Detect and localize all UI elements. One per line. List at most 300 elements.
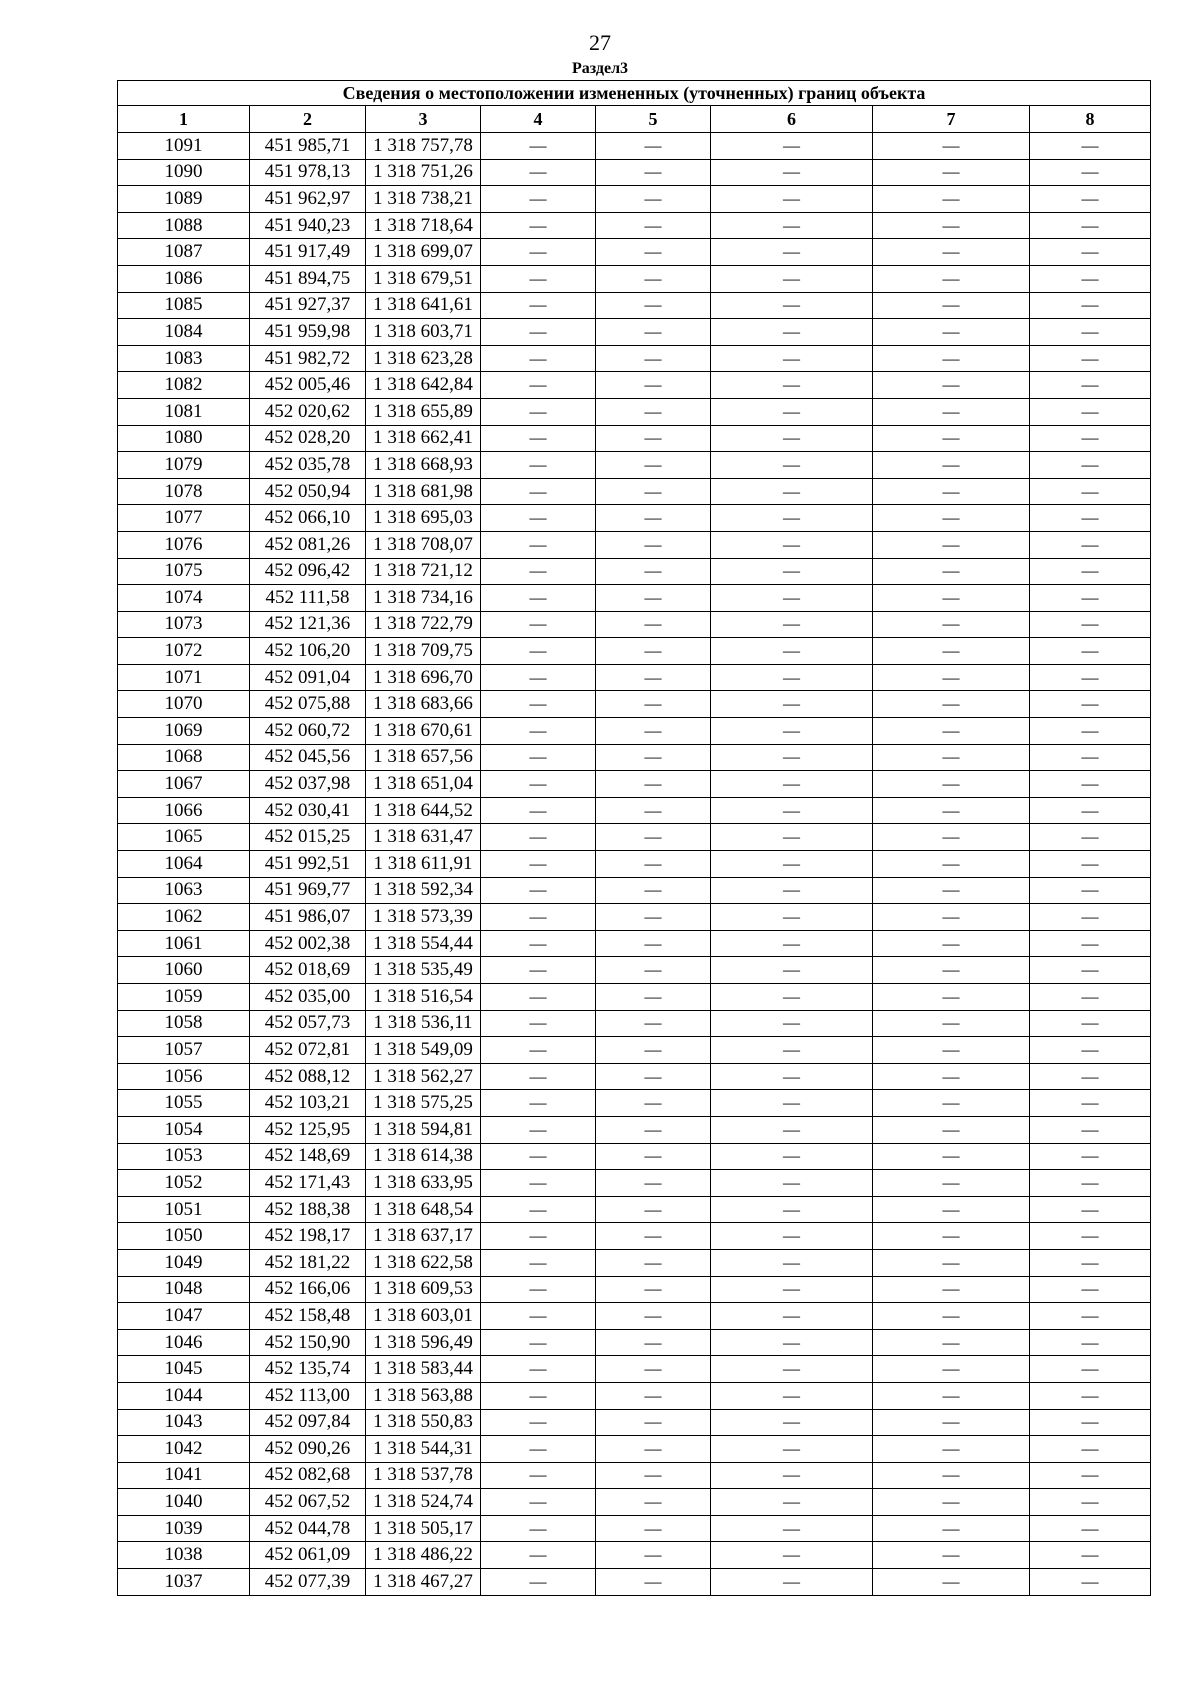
empty-value-cell: —	[596, 1303, 711, 1330]
point-number-cell: 1090	[118, 159, 250, 186]
empty-value-cell: —	[481, 1409, 596, 1436]
empty-value-cell: —	[596, 904, 711, 931]
y-coordinate-cell: 1 318 614,38	[366, 1143, 481, 1170]
empty-value-cell: —	[481, 1436, 596, 1463]
table-row	[118, 824, 1151, 851]
point-number-cell: 1086	[118, 265, 250, 292]
table-title-row	[118, 81, 1151, 106]
table-title: Сведения о местоположении измененных (уточненных) границ объекта	[118, 81, 1151, 106]
empty-value-cell: —	[873, 1249, 1030, 1276]
empty-value-cell: —	[481, 239, 596, 266]
y-coordinate-cell: 1 318 622,58	[366, 1249, 481, 1276]
empty-value-cell: —	[873, 531, 1030, 558]
x-coordinate-cell: 452 057,73	[250, 1010, 366, 1037]
y-coordinate-cell: 1 318 524,74	[366, 1489, 481, 1516]
empty-value-cell: —	[711, 239, 873, 266]
empty-value-cell: —	[596, 851, 711, 878]
empty-value-cell: —	[596, 930, 711, 957]
empty-value-cell: —	[481, 1303, 596, 1330]
empty-value-cell: —	[1030, 851, 1151, 878]
empty-value-cell: —	[711, 452, 873, 479]
table-row	[118, 851, 1151, 878]
x-coordinate-cell: 452 111,58	[250, 585, 366, 612]
x-coordinate-cell: 452 091,04	[250, 664, 366, 691]
point-number-cell: 1078	[118, 478, 250, 505]
table-row	[118, 744, 1151, 771]
empty-value-cell: —	[481, 1515, 596, 1542]
empty-value-cell: —	[873, 1462, 1030, 1489]
empty-value-cell: —	[481, 664, 596, 691]
y-coordinate-cell: 1 318 583,44	[366, 1356, 481, 1383]
point-number-cell: 1091	[118, 133, 250, 160]
x-coordinate-cell: 452 150,90	[250, 1329, 366, 1356]
y-coordinate-cell: 1 318 623,28	[366, 345, 481, 372]
empty-value-cell: —	[873, 1436, 1030, 1463]
x-coordinate-cell: 452 082,68	[250, 1462, 366, 1489]
x-coordinate-cell: 452 020,62	[250, 398, 366, 425]
empty-value-cell: —	[481, 265, 596, 292]
empty-value-cell: —	[1030, 771, 1151, 798]
empty-value-cell: —	[711, 531, 873, 558]
empty-value-cell: —	[873, 664, 1030, 691]
empty-value-cell: —	[481, 1276, 596, 1303]
empty-value-cell: —	[1030, 345, 1151, 372]
empty-value-cell: —	[873, 1170, 1030, 1197]
y-coordinate-cell: 1 318 683,66	[366, 691, 481, 718]
table-row	[118, 531, 1151, 558]
empty-value-cell: —	[711, 319, 873, 346]
point-number-cell: 1044	[118, 1382, 250, 1409]
empty-value-cell: —	[711, 345, 873, 372]
empty-value-cell: —	[481, 478, 596, 505]
empty-value-cell: —	[481, 1170, 596, 1197]
y-coordinate-cell: 1 318 718,64	[366, 212, 481, 239]
point-number-cell: 1055	[118, 1090, 250, 1117]
point-number-cell: 1082	[118, 372, 250, 399]
empty-value-cell: —	[481, 691, 596, 718]
x-coordinate-cell: 452 035,78	[250, 452, 366, 479]
empty-value-cell: —	[1030, 1196, 1151, 1223]
empty-value-cell: —	[596, 505, 711, 532]
empty-value-cell: —	[596, 1063, 711, 1090]
empty-value-cell: —	[596, 1090, 711, 1117]
empty-value-cell: —	[596, 1143, 711, 1170]
table-row	[118, 1090, 1151, 1117]
empty-value-cell: —	[1030, 292, 1151, 319]
empty-value-cell: —	[711, 904, 873, 931]
x-coordinate-cell: 452 166,06	[250, 1276, 366, 1303]
empty-value-cell: —	[481, 531, 596, 558]
x-coordinate-cell: 451 985,71	[250, 133, 366, 160]
empty-value-cell: —	[481, 372, 596, 399]
table-row	[118, 1303, 1151, 1330]
y-coordinate-cell: 1 318 681,98	[366, 478, 481, 505]
empty-value-cell: —	[1030, 398, 1151, 425]
empty-value-cell: —	[1030, 1063, 1151, 1090]
empty-value-cell: —	[481, 1116, 596, 1143]
empty-value-cell: —	[1030, 1170, 1151, 1197]
x-coordinate-cell: 452 135,74	[250, 1356, 366, 1383]
point-number-cell: 1067	[118, 771, 250, 798]
empty-value-cell: —	[711, 1010, 873, 1037]
empty-value-cell: —	[1030, 1223, 1151, 1250]
x-coordinate-cell: 452 188,38	[250, 1196, 366, 1223]
empty-value-cell: —	[873, 1223, 1030, 1250]
x-coordinate-cell: 451 992,51	[250, 851, 366, 878]
empty-value-cell: —	[596, 691, 711, 718]
y-coordinate-cell: 1 318 722,79	[366, 611, 481, 638]
empty-value-cell: —	[481, 425, 596, 452]
point-number-cell: 1060	[118, 957, 250, 984]
empty-value-cell: —	[481, 930, 596, 957]
y-coordinate-cell: 1 318 757,78	[366, 133, 481, 160]
empty-value-cell: —	[711, 1382, 873, 1409]
empty-value-cell: —	[711, 638, 873, 665]
empty-value-cell: —	[596, 425, 711, 452]
table-row	[118, 398, 1151, 425]
empty-value-cell: —	[1030, 957, 1151, 984]
empty-value-cell: —	[596, 1329, 711, 1356]
empty-value-cell: —	[711, 558, 873, 585]
empty-value-cell: —	[596, 212, 711, 239]
empty-value-cell: —	[1030, 1143, 1151, 1170]
empty-value-cell: —	[481, 505, 596, 532]
point-number-cell: 1058	[118, 1010, 250, 1037]
y-coordinate-cell: 1 318 536,11	[366, 1010, 481, 1037]
empty-value-cell: —	[596, 771, 711, 798]
table-row	[118, 797, 1151, 824]
table-row	[118, 1515, 1151, 1542]
empty-value-cell: —	[596, 265, 711, 292]
y-coordinate-cell: 1 318 648,54	[366, 1196, 481, 1223]
empty-value-cell: —	[1030, 744, 1151, 771]
point-number-cell: 1052	[118, 1170, 250, 1197]
empty-value-cell: —	[481, 877, 596, 904]
empty-value-cell: —	[873, 292, 1030, 319]
empty-value-cell: —	[1030, 1276, 1151, 1303]
x-coordinate-cell: 452 097,84	[250, 1409, 366, 1436]
table-row	[118, 904, 1151, 931]
empty-value-cell: —	[711, 1249, 873, 1276]
empty-value-cell: —	[596, 398, 711, 425]
empty-value-cell: —	[1030, 1489, 1151, 1516]
empty-value-cell: —	[711, 1409, 873, 1436]
empty-value-cell: —	[481, 1569, 596, 1596]
table-row	[118, 664, 1151, 691]
empty-value-cell: —	[1030, 664, 1151, 691]
empty-value-cell: —	[873, 1116, 1030, 1143]
empty-value-cell: —	[873, 345, 1030, 372]
x-coordinate-cell: 452 072,81	[250, 1037, 366, 1064]
y-coordinate-cell: 1 318 631,47	[366, 824, 481, 851]
point-number-cell: 1049	[118, 1249, 250, 1276]
empty-value-cell: —	[481, 1462, 596, 1489]
x-coordinate-cell: 452 044,78	[250, 1515, 366, 1542]
empty-value-cell: —	[873, 425, 1030, 452]
empty-value-cell: —	[873, 585, 1030, 612]
point-number-cell: 1077	[118, 505, 250, 532]
empty-value-cell: —	[481, 718, 596, 745]
empty-value-cell: —	[711, 1569, 873, 1596]
empty-value-cell: —	[873, 877, 1030, 904]
empty-value-cell: —	[711, 1489, 873, 1516]
table-row	[118, 1329, 1151, 1356]
x-coordinate-cell: 452 088,12	[250, 1063, 366, 1090]
empty-value-cell: —	[1030, 585, 1151, 612]
boundary-coordinates-table	[117, 80, 1151, 1596]
table-row	[118, 319, 1151, 346]
empty-value-cell: —	[1030, 1329, 1151, 1356]
empty-value-cell: —	[596, 1037, 711, 1064]
empty-value-cell: —	[873, 744, 1030, 771]
y-coordinate-cell: 1 318 603,01	[366, 1303, 481, 1330]
x-coordinate-cell: 451 982,72	[250, 345, 366, 372]
y-coordinate-cell: 1 318 662,41	[366, 425, 481, 452]
point-number-cell: 1059	[118, 984, 250, 1011]
y-coordinate-cell: 1 318 575,25	[366, 1090, 481, 1117]
x-coordinate-cell: 452 096,42	[250, 558, 366, 585]
empty-value-cell: —	[1030, 1569, 1151, 1596]
empty-value-cell: —	[481, 558, 596, 585]
x-coordinate-cell: 451 959,98	[250, 319, 366, 346]
point-number-cell: 1063	[118, 877, 250, 904]
y-coordinate-cell: 1 318 699,07	[366, 239, 481, 266]
table-row	[118, 1276, 1151, 1303]
table-row	[118, 425, 1151, 452]
empty-value-cell: —	[711, 1436, 873, 1463]
empty-value-cell: —	[1030, 558, 1151, 585]
y-coordinate-cell: 1 318 537,78	[366, 1462, 481, 1489]
point-number-cell: 1050	[118, 1223, 250, 1250]
empty-value-cell: —	[481, 292, 596, 319]
empty-value-cell: —	[711, 1223, 873, 1250]
y-coordinate-cell: 1 318 642,84	[366, 372, 481, 399]
empty-value-cell: —	[596, 239, 711, 266]
x-coordinate-cell: 452 125,95	[250, 1116, 366, 1143]
y-coordinate-cell: 1 318 563,88	[366, 1382, 481, 1409]
column-header: 3	[366, 106, 481, 133]
empty-value-cell: —	[1030, 531, 1151, 558]
empty-value-cell: —	[481, 1489, 596, 1516]
empty-value-cell: —	[1030, 1116, 1151, 1143]
table-row	[118, 1170, 1151, 1197]
empty-value-cell: —	[873, 1356, 1030, 1383]
empty-value-cell: —	[481, 159, 596, 186]
table-row	[118, 1569, 1151, 1596]
y-coordinate-cell: 1 318 549,09	[366, 1037, 481, 1064]
empty-value-cell: —	[873, 372, 1030, 399]
empty-value-cell: —	[481, 452, 596, 479]
x-coordinate-cell: 452 035,00	[250, 984, 366, 1011]
empty-value-cell: —	[711, 212, 873, 239]
empty-value-cell: —	[481, 824, 596, 851]
empty-value-cell: —	[711, 505, 873, 532]
table-row	[118, 771, 1151, 798]
point-number-cell: 1069	[118, 718, 250, 745]
point-number-cell: 1081	[118, 398, 250, 425]
table-row	[118, 159, 1151, 186]
empty-value-cell: —	[596, 744, 711, 771]
empty-value-cell: —	[873, 133, 1030, 160]
y-coordinate-cell: 1 318 611,91	[366, 851, 481, 878]
table-row	[118, 558, 1151, 585]
table-row	[118, 1542, 1151, 1569]
empty-value-cell: —	[873, 611, 1030, 638]
empty-value-cell: —	[596, 984, 711, 1011]
point-number-cell: 1083	[118, 345, 250, 372]
y-coordinate-cell: 1 318 505,17	[366, 1515, 481, 1542]
empty-value-cell: —	[481, 585, 596, 612]
table-row	[118, 186, 1151, 213]
x-coordinate-cell: 452 066,10	[250, 505, 366, 532]
empty-value-cell: —	[596, 133, 711, 160]
empty-value-cell: —	[711, 1143, 873, 1170]
point-number-cell: 1071	[118, 664, 250, 691]
empty-value-cell: —	[711, 1090, 873, 1117]
point-number-cell: 1053	[118, 1143, 250, 1170]
empty-value-cell: —	[873, 984, 1030, 1011]
empty-value-cell: —	[711, 1037, 873, 1064]
point-number-cell: 1041	[118, 1462, 250, 1489]
y-coordinate-cell: 1 318 573,39	[366, 904, 481, 931]
empty-value-cell: —	[1030, 718, 1151, 745]
x-coordinate-cell: 452 077,39	[250, 1569, 366, 1596]
x-coordinate-cell: 452 181,22	[250, 1249, 366, 1276]
point-number-cell: 1089	[118, 186, 250, 213]
x-coordinate-cell: 451 940,23	[250, 212, 366, 239]
table-row	[118, 1063, 1151, 1090]
x-coordinate-cell: 451 986,07	[250, 904, 366, 931]
empty-value-cell: —	[481, 1356, 596, 1383]
empty-value-cell: —	[873, 930, 1030, 957]
y-coordinate-cell: 1 318 738,21	[366, 186, 481, 213]
empty-value-cell: —	[711, 930, 873, 957]
x-coordinate-cell: 452 106,20	[250, 638, 366, 665]
x-coordinate-cell: 452 113,00	[250, 1382, 366, 1409]
empty-value-cell: —	[711, 133, 873, 160]
point-number-cell: 1037	[118, 1569, 250, 1596]
empty-value-cell: —	[873, 452, 1030, 479]
empty-value-cell: —	[1030, 824, 1151, 851]
x-coordinate-cell: 452 028,20	[250, 425, 366, 452]
empty-value-cell: —	[481, 319, 596, 346]
empty-value-cell: —	[711, 425, 873, 452]
empty-value-cell: —	[873, 691, 1030, 718]
empty-value-cell: —	[873, 1010, 1030, 1037]
empty-value-cell: —	[873, 239, 1030, 266]
empty-value-cell: —	[481, 1382, 596, 1409]
table-row	[118, 1462, 1151, 1489]
empty-value-cell: —	[1030, 1037, 1151, 1064]
empty-value-cell: —	[596, 186, 711, 213]
y-coordinate-cell: 1 318 467,27	[366, 1569, 481, 1596]
y-coordinate-cell: 1 318 696,70	[366, 664, 481, 691]
point-number-cell: 1080	[118, 425, 250, 452]
empty-value-cell: —	[873, 1196, 1030, 1223]
empty-value-cell: —	[873, 1090, 1030, 1117]
y-coordinate-cell: 1 318 734,16	[366, 585, 481, 612]
table-row	[118, 930, 1151, 957]
table-row	[118, 133, 1151, 160]
table-row	[118, 292, 1151, 319]
empty-value-cell: —	[711, 744, 873, 771]
point-number-cell: 1061	[118, 930, 250, 957]
empty-value-cell: —	[481, 345, 596, 372]
y-coordinate-cell: 1 318 679,51	[366, 265, 481, 292]
empty-value-cell: —	[873, 558, 1030, 585]
x-coordinate-cell: 452 171,43	[250, 1170, 366, 1197]
empty-value-cell: —	[596, 372, 711, 399]
empty-value-cell: —	[1030, 1542, 1151, 1569]
table-row	[118, 1223, 1151, 1250]
x-coordinate-cell: 451 927,37	[250, 292, 366, 319]
empty-value-cell: —	[596, 1170, 711, 1197]
empty-value-cell: —	[481, 744, 596, 771]
x-coordinate-cell: 452 067,52	[250, 1489, 366, 1516]
section-label: Раздел3	[571, 60, 629, 77]
point-number-cell: 1076	[118, 531, 250, 558]
empty-value-cell: —	[481, 771, 596, 798]
empty-value-cell: —	[596, 531, 711, 558]
table-row	[118, 638, 1151, 665]
empty-value-cell: —	[1030, 1010, 1151, 1037]
table-row	[118, 984, 1151, 1011]
point-number-cell: 1038	[118, 1542, 250, 1569]
table-row	[118, 691, 1151, 718]
x-coordinate-cell: 451 962,97	[250, 186, 366, 213]
y-coordinate-cell: 1 318 562,27	[366, 1063, 481, 1090]
empty-value-cell: —	[873, 1569, 1030, 1596]
empty-value-cell: —	[596, 638, 711, 665]
empty-value-cell: —	[596, 664, 711, 691]
empty-value-cell: —	[873, 1382, 1030, 1409]
empty-value-cell: —	[1030, 877, 1151, 904]
x-coordinate-cell: 451 917,49	[250, 239, 366, 266]
empty-value-cell: —	[873, 478, 1030, 505]
empty-value-cell: —	[481, 797, 596, 824]
empty-value-cell: —	[873, 957, 1030, 984]
empty-value-cell: —	[481, 611, 596, 638]
empty-value-cell: —	[596, 1223, 711, 1250]
table-row	[118, 452, 1151, 479]
empty-value-cell: —	[711, 1170, 873, 1197]
empty-value-cell: —	[1030, 133, 1151, 160]
x-coordinate-cell: 452 103,21	[250, 1090, 366, 1117]
x-coordinate-cell: 452 015,25	[250, 824, 366, 851]
empty-value-cell: —	[1030, 372, 1151, 399]
empty-value-cell: —	[711, 372, 873, 399]
empty-value-cell: —	[596, 797, 711, 824]
table-row	[118, 1196, 1151, 1223]
point-number-cell: 1065	[118, 824, 250, 851]
table-row	[118, 1010, 1151, 1037]
column-header: 1	[118, 106, 250, 133]
y-coordinate-cell: 1 318 633,95	[366, 1170, 481, 1197]
x-coordinate-cell: 452 045,56	[250, 744, 366, 771]
y-coordinate-cell: 1 318 641,61	[366, 292, 481, 319]
y-coordinate-cell: 1 318 670,61	[366, 718, 481, 745]
empty-value-cell: —	[1030, 1436, 1151, 1463]
y-coordinate-cell: 1 318 695,03	[366, 505, 481, 532]
point-number-cell: 1088	[118, 212, 250, 239]
empty-value-cell: —	[596, 1462, 711, 1489]
point-number-cell: 1047	[118, 1303, 250, 1330]
empty-value-cell: —	[711, 1063, 873, 1090]
empty-value-cell: —	[596, 1356, 711, 1383]
empty-value-cell: —	[873, 505, 1030, 532]
x-coordinate-cell: 452 018,69	[250, 957, 366, 984]
x-coordinate-cell: 452 037,98	[250, 771, 366, 798]
